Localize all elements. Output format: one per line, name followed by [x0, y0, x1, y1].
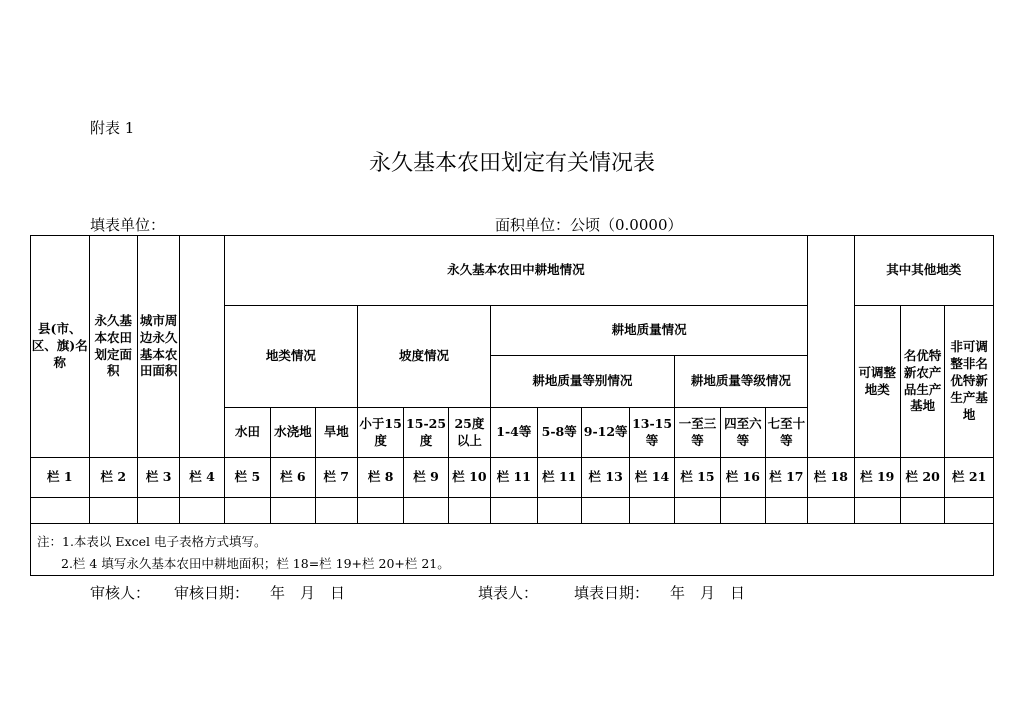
filler-label: 填表人：: [478, 584, 539, 602]
header-other-group: 其中其他地类: [854, 236, 993, 306]
header-slope-lt15: 小于15度: [357, 408, 403, 458]
header-col18-blank: [808, 236, 854, 458]
data-cell[interactable]: [491, 498, 537, 524]
area-unit-label: 面积单位：公顷（0.0000）: [495, 216, 683, 234]
header-non-adjustable: 非可调整非名优特新生产基地: [945, 306, 994, 458]
note-line-2: 2.栏 4 填写永久基本农田中耕地面积；栏 18=栏 19+栏 20+栏 21。: [61, 555, 450, 571]
data-cell[interactable]: [31, 498, 90, 524]
data-cell[interactable]: [89, 498, 137, 524]
column-number: 栏 21: [945, 458, 994, 498]
column-number: 栏 11: [491, 458, 537, 498]
header-level-1-3: 一至三等: [674, 408, 720, 458]
column-number: 栏 2: [89, 458, 137, 498]
data-cell[interactable]: [630, 498, 674, 524]
header-quality-grade-class: 耕地质量等别情况: [491, 356, 675, 408]
review-date-value: 年 月 日: [270, 584, 346, 602]
header-main-group: 永久基本农田中耕地情况: [224, 236, 807, 306]
header-adjustable: 可调整地类: [854, 306, 900, 458]
column-number: 栏 13: [581, 458, 629, 498]
header-grade-5-8: 5-8等: [537, 408, 581, 458]
header-city-perm-area: 城市周边永久基本农田面积: [137, 236, 179, 458]
data-cell[interactable]: [674, 498, 720, 524]
column-number: 栏 1: [31, 458, 90, 498]
data-cell[interactable]: [854, 498, 900, 524]
data-cell[interactable]: [271, 498, 315, 524]
data-cell[interactable]: [180, 498, 224, 524]
column-number: 栏 9: [404, 458, 448, 498]
header-dryland: 旱地: [315, 408, 357, 458]
reviewer-label: 审核人：: [90, 584, 151, 602]
column-number: 栏 5: [224, 458, 270, 498]
column-number: 栏 3: [137, 458, 179, 498]
data-cell[interactable]: [404, 498, 448, 524]
data-cell[interactable]: [721, 498, 765, 524]
data-cell[interactable]: [900, 498, 944, 524]
header-perm-area: 永久基本农田划定面积: [89, 236, 137, 458]
header-slope: 坡度情况: [357, 306, 490, 408]
header-slope-gt25: 25度以上: [448, 408, 490, 458]
column-number: 栏 16: [721, 458, 765, 498]
column-number: 栏 18: [808, 458, 854, 498]
header-grade-1-4: 1-4等: [491, 408, 537, 458]
column-number: 栏 17: [765, 458, 808, 498]
header-level-4-6: 四至六等: [721, 408, 765, 458]
data-cell[interactable]: [357, 498, 403, 524]
header-col4-blank: [180, 236, 224, 458]
main-table: [30, 235, 994, 576]
fill-date-value: 年 月 日: [670, 584, 746, 602]
data-cell[interactable]: [945, 498, 994, 524]
header-quality-grade-level: 耕地质量等级情况: [674, 356, 807, 408]
attachment-label: 附表 1: [90, 119, 135, 137]
data-cell[interactable]: [315, 498, 357, 524]
column-number: 栏 7: [315, 458, 357, 498]
header-irrigated: 水浇地: [271, 408, 315, 458]
header-grade-13-15: 13-15等: [630, 408, 674, 458]
column-number: 栏 11: [537, 458, 581, 498]
page-title: 永久基本农田划定有关情况表: [368, 151, 655, 176]
notes-cell: [31, 524, 994, 576]
data-cell[interactable]: [137, 498, 179, 524]
header-county: 县(市、区、旗)名称: [31, 236, 90, 458]
column-number: 栏 8: [357, 458, 403, 498]
data-cell[interactable]: [224, 498, 270, 524]
column-number: 栏 15: [674, 458, 720, 498]
data-cell[interactable]: [537, 498, 581, 524]
column-number: 栏 14: [630, 458, 674, 498]
header-grade-9-12: 9-12等: [581, 408, 629, 458]
header-paddy: 水田: [224, 408, 270, 458]
data-cell[interactable]: [581, 498, 629, 524]
header-slope-15-25: 15-25度: [404, 408, 448, 458]
column-number: 栏 6: [271, 458, 315, 498]
column-number: 栏 4: [180, 458, 224, 498]
header-famous-base: 名优特新农产品生产基地: [900, 306, 944, 458]
fill-unit-label: 填表单位：: [90, 216, 166, 234]
data-cell[interactable]: [808, 498, 854, 524]
note-line-1: 注：1.本表以 Excel 电子表格方式填写。: [37, 534, 267, 549]
data-cell[interactable]: [765, 498, 808, 524]
header-level-7-10: 七至十等: [765, 408, 808, 458]
fill-date-label: 填表日期：: [574, 584, 650, 602]
data-cell[interactable]: [448, 498, 490, 524]
header-quality: 耕地质量情况: [491, 306, 808, 356]
column-number: 栏 19: [854, 458, 900, 498]
header-land-type: 地类情况: [224, 306, 357, 408]
column-number: 栏 10: [448, 458, 490, 498]
review-date-label: 审核日期：: [174, 584, 250, 602]
column-number: 栏 20: [900, 458, 944, 498]
